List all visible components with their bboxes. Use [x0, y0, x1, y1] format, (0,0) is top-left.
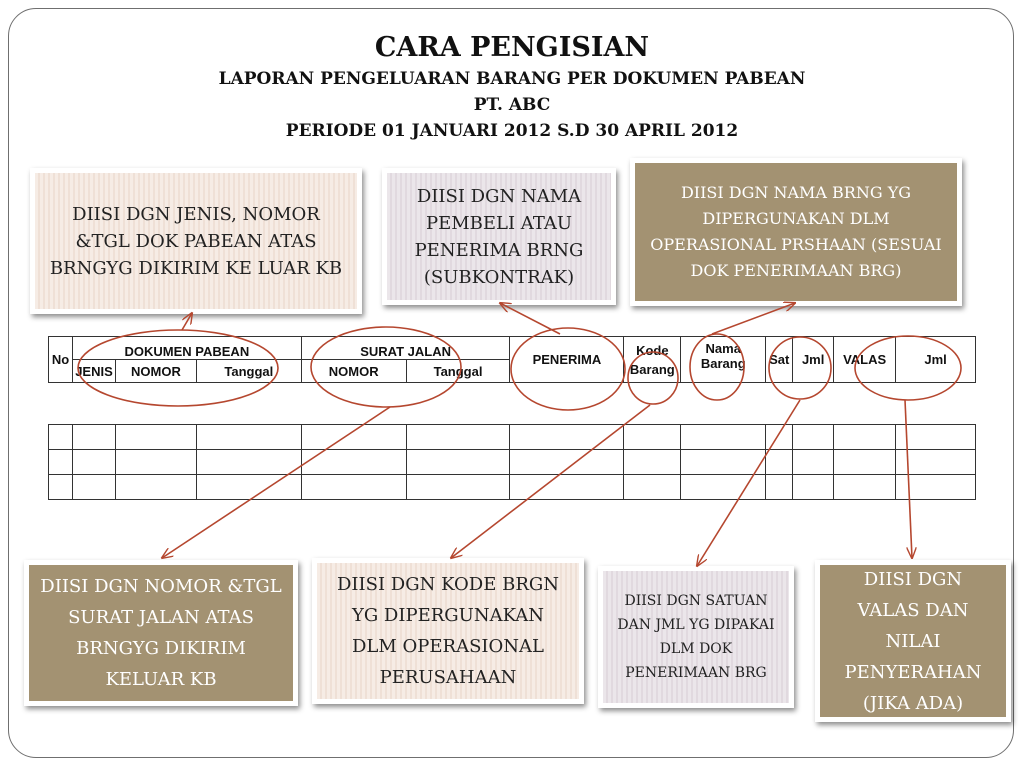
ellipse-sat-jml: [769, 337, 831, 399]
col-dokumen-pabean: DOKUMEN PABEAN: [72, 337, 301, 360]
col-surat-jalan: SURAT JALAN: [301, 337, 510, 360]
callout-nama-barang-text: DIISI DGN NAMA BRNG YG DIPERGUNAKAN DLM OPERASIONAL PRSHAAN (SESUAI DOK PENERIMAAN BRG): [650, 183, 942, 280]
kode-label: Kode: [636, 342, 669, 358]
callout-surat-jalan-text: DIISI DGN NOMOR &TGL SURAT JALAN ATAS BRNGYG DIKIRIM KELUAR KB: [40, 576, 282, 690]
callout-valas-text: DIISI DGN VALAS DAN NILAI PENYERAHAN (JIKA ADA): [844, 568, 982, 714]
arrow-to-surat-jalan-callout: [162, 407, 390, 558]
arrow-to-valas-callout: [905, 400, 912, 558]
col-sj-nomor: NOMOR: [301, 360, 406, 383]
col-tanggal: Tanggal: [196, 360, 301, 383]
ellipse-penerima: [511, 328, 625, 410]
ellipse-dokumen-pabean: [78, 330, 278, 406]
ellipse-surat-jalan: [311, 327, 461, 407]
callout-penerima-text: DIISI DGN NAMA PEMBELI ATAU PENERIMA BRNG (SUBKONTRAK): [414, 185, 584, 288]
barang-label: Barang: [629, 361, 675, 377]
col-sj-tanggal: Tanggal: [406, 360, 510, 383]
company-name: PT. ABC: [473, 95, 551, 115]
report-title: LAPORAN PENGELUARAN BARANG PER DOKUMEN PABEAN: [218, 69, 806, 89]
arrow-to-kode-callout: [451, 405, 650, 558]
arrow-to-penerima-callout: [500, 303, 560, 334]
arrow-to-satuan-callout: [697, 400, 800, 566]
nama-barang-label: Barang: [700, 356, 746, 371]
callout-dokumen-pabean-text: DIISI DGN JENIS, NOMOR &TGL DOK PABEAN ATAS BRNGYG DIKIRIM KE LUAR KB: [49, 203, 343, 279]
ellipse-kode-barang: [628, 352, 678, 404]
nama-label: Nama: [705, 341, 741, 356]
col-no: No: [49, 337, 73, 383]
col-jml: Jml: [793, 337, 834, 383]
col-sat: Sat: [766, 337, 793, 383]
ellipse-nama-barang: [690, 334, 744, 400]
col-nomor: NOMOR: [115, 360, 196, 383]
col-penerima: PENERIMA: [510, 337, 624, 383]
period: PERIODE 01 JANUARI 2012 S.D 30 APRIL 2012: [285, 121, 739, 141]
col-jenis: JENIS: [72, 360, 115, 383]
ellipse-valas: [855, 336, 961, 400]
arrow-to-nama-callout: [712, 303, 795, 334]
col-jml-valas: Jml: [896, 337, 976, 383]
main-title: CARA PENGISIAN: [374, 32, 650, 63]
arrow-to-dokumen-callout: [182, 313, 192, 330]
col-valas: VALAS: [834, 337, 896, 383]
callout-satuan-jml-text: DIISI DGN SATUAN DAN JML YG DIPAKAI DLM DOK PENERIMAAN BRG: [617, 593, 775, 681]
callout-kode-barang-text: DIISI DGN KODE BRGN YG DIPERGUNAKAN DLM OPERASIONAL PERUSAHAAN: [336, 574, 560, 688]
